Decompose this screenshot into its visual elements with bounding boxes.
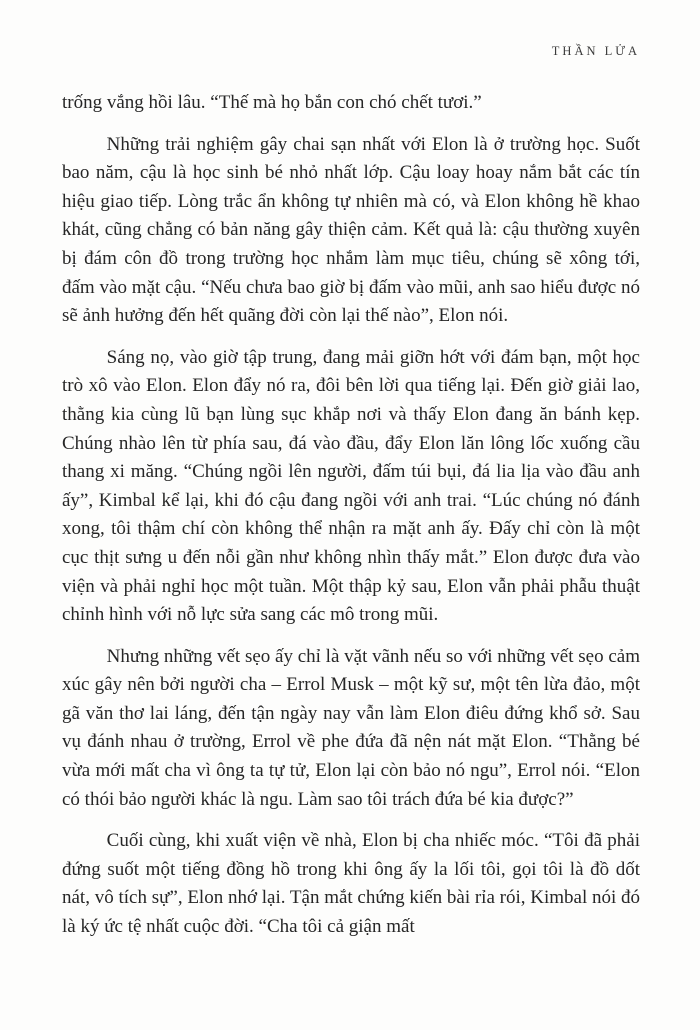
paragraph: Cuối cùng, khi xuất viện về nhà, Elon bị cha nhiếc móc. “Tôi đã phải đứng suốt một tiếng đồng hồ trong khi ông ấy la lối tôi, gọi tôi là đồ dốt nát, vô tích sự”, Elon nhớ lại. Tận mắt chứng kiến bài rỉa rói, Kimbal nói đó là ký ức tệ nhất cuộc đời. “Cha tôi cả giận mất (62, 830, 641, 938)
page-body (62, 89, 640, 942)
paragraph: Những trải nghiệm gây chai sạn nhất với Elon là ở trường học. Suốt bao năm, cậu là học sinh bé nhỏ nhất lớp. Cậu loay hoay nắm bắt các tín hiệu giao tiếp. Lòng trắc ẩn không tự nhiên mà có, và Elon không hề khao khát, cũng chẳng có bản năng gây thiện cảm. Kết quả là: cậu thường xuyên bị đám côn đồ trong trường học nhắm làm mục tiêu, chúng sẽ xông tới, đấm vào mặt cậu. “Nếu chưa bao giờ bị đấm vào mũi, anh sao hiểu được nó sẽ ảnh hưởng đến hết quãng đời còn lại thế nào”, Elon nói. (62, 133, 640, 327)
running-head: THẦN LỬA (551, 44, 640, 58)
paragraph: Sáng nọ, vào giờ tập trung, đang mải giỡn hớt với đám bạn, một học trò xô vào Elon. Elon đẩy nó ra, đôi bên lời qua tiếng lại. Đến giờ giải lao, thằng kia cùng lũ bạn lùng sục khắp nơi và thấy Elon đang ăn bánh kẹp. Chúng nhào lên từ phía sau, đá vào đầu, đẩy Elon lăn lông lốc xuống cầu thang xi măng. “Chúng ngồi lên người, đấm túi bụi, đá lia lịa vào đầu anh ấy”, Kimbal kể lại, khi đó cậu đang ngồi với anh trai. “Lúc chúng nó đánh xong, tôi thậm chí còn không thể nhận ra mặt anh ấy. Đấy chỉ còn là một cục thịt sưng u đến nỗi gần như không nhìn thấy mắt.” Elon được đưa vào viện và phải nghỉ học một tuần. Một thập kỷ sau, Elon vẫn phải phẫu thuật chỉnh hình với nỗ lực sửa sang các mô trong mũi. (62, 346, 640, 626)
paragraph: Nhưng những vết sẹo ấy chỉ là vặt vãnh nếu so với những vết sẹo cảm xúc gây nên bởi người cha – Errol Musk – một kỹ sư, một tên lừa đảo, một gã văn thơ lai láng, đến tận ngày nay vẫn làm Elon điêu đứng khổ sở. Sau vụ đánh nhau ở trường, Errol về phe đứa đã nện nát mặt Elon. “Thằng bé vừa mới mất cha vì ông ta tự tử, Elon lại còn bảo nó ngu”, Errol nói. “Elon có thói bảo người khác là ngu. Làm sao tôi trách đứa bé kia được?” (62, 645, 640, 810)
paragraph-continuation: trống vắng hồi lâu. “Thế mà họ bắn con chó chết tươi.” (62, 92, 482, 113)
